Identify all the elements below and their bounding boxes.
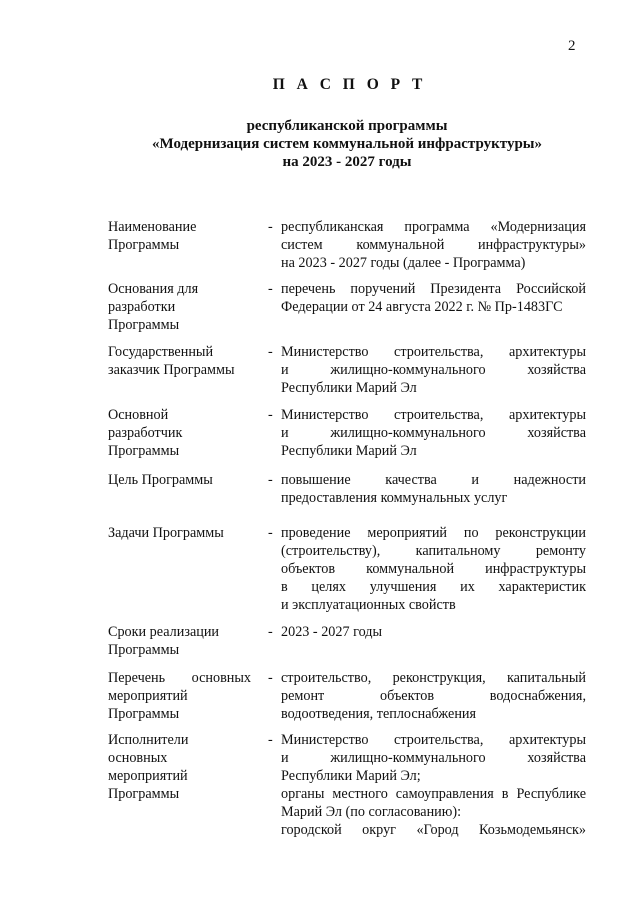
row-value-line: Марий Эл (по согласованию): xyxy=(281,804,462,820)
row-value xyxy=(281,406,586,460)
row-dash: - xyxy=(268,472,273,488)
row-label-line: Программы xyxy=(108,706,180,722)
row-value-line: Федерации от 24 августа 2022 г. № Пр-1483ГС xyxy=(281,299,563,315)
row-value-line: Министерство строительства, архитектуры xyxy=(281,732,586,748)
row-value-line: повышение качества и надежности xyxy=(281,472,586,488)
row-value-line: объектов коммунальной инфраструктуры xyxy=(281,561,586,577)
passport-row xyxy=(108,623,586,658)
passport-row xyxy=(108,669,586,723)
row-label-line: мероприятий xyxy=(108,688,188,704)
row-label-line: Государственный xyxy=(108,344,214,360)
row-label-line: Цель Программы xyxy=(108,472,213,488)
passport-row xyxy=(108,731,586,839)
row-dash: - xyxy=(268,281,273,297)
document-title: П А С П О Р Т xyxy=(272,76,427,93)
row-dash: - xyxy=(268,624,273,640)
row-label-line: Задачи Программы xyxy=(108,525,224,541)
row-dash: - xyxy=(268,407,273,423)
row-label-line: разработчик xyxy=(108,425,183,441)
row-label-line: Основания для xyxy=(108,281,199,297)
row-label xyxy=(108,406,253,460)
row-value-line: и эксплуатационных свойств xyxy=(281,597,456,613)
passport-row xyxy=(108,280,586,333)
row-value-line: проведение мероприятий по реконструкции xyxy=(281,525,586,541)
row-value-line: городской округ «Город Козьмодемьянск» xyxy=(281,822,586,838)
row-dash: - xyxy=(268,344,273,360)
row-label-line: разработки xyxy=(108,299,176,315)
row-value-line: Республики Марий Эл xyxy=(281,443,417,459)
passport-row xyxy=(108,218,586,272)
row-dash: - xyxy=(268,732,273,748)
row-label xyxy=(108,218,253,254)
row-label-line: Сроки реализации xyxy=(108,624,220,640)
document-subtitle-3: на 2023 - 2027 годы xyxy=(282,154,412,170)
row-label xyxy=(108,623,253,659)
row-value-line: ремонт объектов водоснабжения, xyxy=(281,688,586,704)
document-header xyxy=(0,76,639,171)
row-label-line: Программы xyxy=(108,317,180,333)
row-value xyxy=(281,280,586,316)
row-value-line: (строительству), капитальному ремонту xyxy=(281,543,586,559)
document-subtitle-2: «Модернизация систем коммунальной инфраструктуры» xyxy=(151,136,542,152)
row-value-line: и жилищно-коммунального хозяйства xyxy=(281,750,586,766)
row-value-line: Министерство строительства, архитектуры xyxy=(281,407,586,423)
row-value-line: 2023 - 2027 годы xyxy=(281,624,383,640)
row-label-line: основных xyxy=(108,750,168,766)
document-subtitle-1: республиканской программы xyxy=(246,118,448,134)
row-value xyxy=(281,524,586,614)
row-label-line: мероприятий xyxy=(108,768,188,784)
row-value-line: органы местного самоуправления в Республике xyxy=(281,786,586,802)
row-label-line: Программы xyxy=(108,786,180,802)
row-value-line: строительство, реконструкция, капитальный xyxy=(281,670,586,686)
row-value xyxy=(281,218,586,272)
row-label-line: заказчик Программы xyxy=(108,362,235,378)
passport-row xyxy=(108,406,586,460)
row-label-line: Перечень основных xyxy=(108,670,251,686)
row-label-line: Исполнители xyxy=(108,732,189,748)
row-value-line: водоотведения, теплоснабжения xyxy=(281,706,477,722)
row-value-line: республиканская программа «Модернизация xyxy=(281,219,586,235)
row-dash: - xyxy=(268,670,273,686)
row-value-line: и жилищно-коммунального хозяйства xyxy=(281,362,586,378)
row-label xyxy=(108,471,253,489)
passport-row xyxy=(108,343,586,397)
passport-row xyxy=(108,524,586,614)
row-dash: - xyxy=(268,219,273,235)
row-value-line: в целях улучшения их характеристик xyxy=(281,579,586,595)
row-value-line: Министерство строительства, архитектуры xyxy=(281,344,586,360)
row-label-line: Основной xyxy=(108,407,169,423)
row-value-line: предоставления коммунальных услуг xyxy=(281,490,508,506)
page-number: 2 xyxy=(568,38,576,54)
row-label-line: Программы xyxy=(108,237,180,253)
row-value-line: Республики Марий Эл; xyxy=(281,768,421,784)
row-value-line: систем коммунальной инфраструктуры» xyxy=(281,237,586,253)
passport-row xyxy=(108,471,586,507)
row-label-line: Программы xyxy=(108,443,180,459)
row-label xyxy=(108,343,253,379)
row-label xyxy=(108,524,253,542)
row-dash: - xyxy=(268,525,273,541)
row-label-line: Наименование xyxy=(108,219,197,235)
row-value-line: Республики Марий Эл xyxy=(281,380,417,396)
row-value-line: на 2023 - 2027 годы (далее - Программа) xyxy=(281,255,526,271)
row-value-line: перечень поручений Президента Российской xyxy=(281,281,586,297)
row-label-line: Программы xyxy=(108,642,180,658)
row-value-line: и жилищно-коммунального хозяйства xyxy=(281,425,586,441)
row-label xyxy=(108,669,253,723)
row-value xyxy=(281,343,586,397)
row-value xyxy=(281,471,586,507)
row-label xyxy=(108,731,253,803)
row-value xyxy=(281,731,586,839)
row-label xyxy=(108,280,253,334)
row-value xyxy=(281,623,586,641)
row-value xyxy=(281,669,586,723)
